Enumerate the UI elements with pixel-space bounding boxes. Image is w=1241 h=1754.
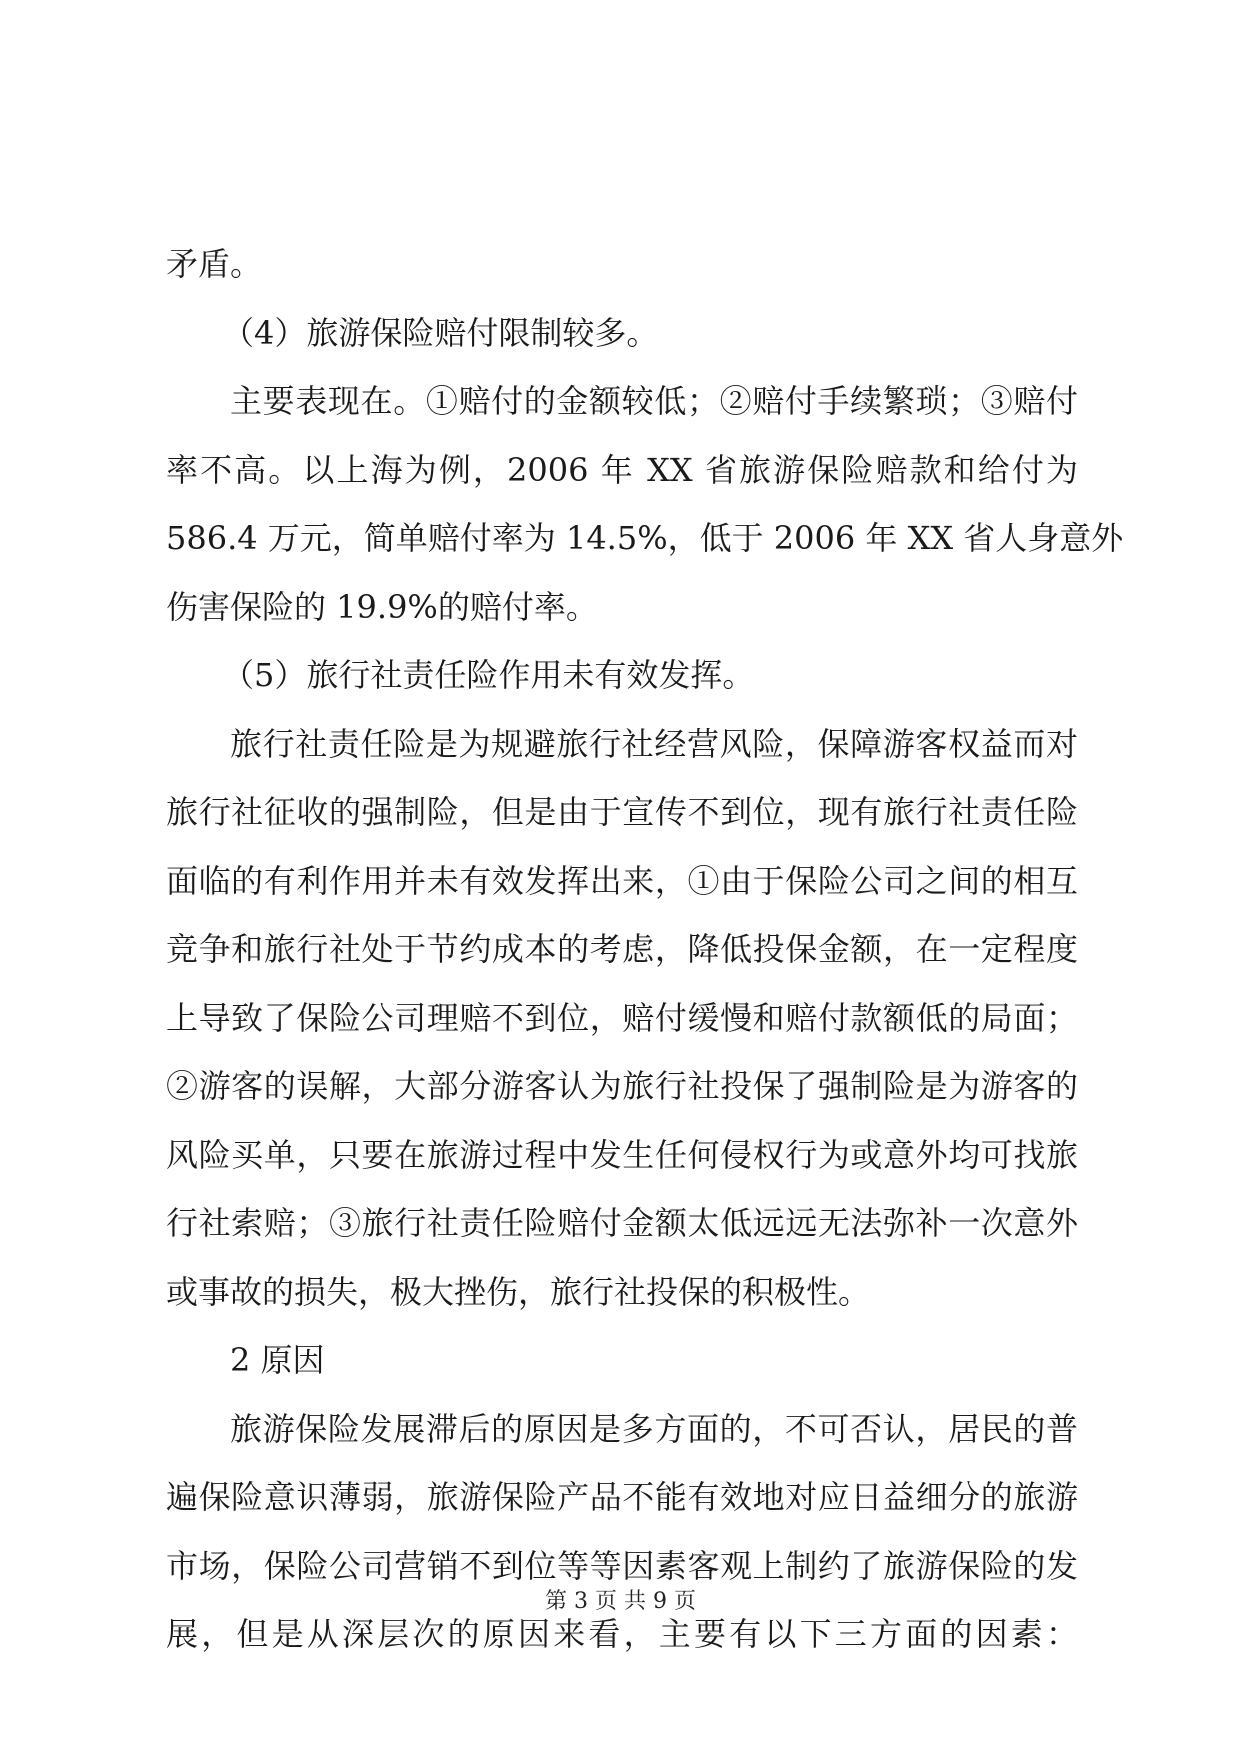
text-line: 面临的有利作用并未有效发挥出来，①由于保险公司之间的相互 <box>166 861 1078 900</box>
text-line: 或事故的损失，极大挫伤，旅行社投保的积极性。 <box>166 1272 871 1311</box>
section-heading-4: （4）旅游保险赔付限制较多。 <box>222 313 659 352</box>
text-line: 旅行社征收的强制险，但是由于宣传不到位，现有旅行社责任险 <box>166 793 1078 831</box>
text-line: 展，但是从深层次的原因来看，主要有以下三方面的因素： <box>166 1615 1078 1653</box>
text-line: 市场，保险公司营销不到位等等因素客观上制约了旅游保险的发 <box>166 1546 1078 1585</box>
text-line: 风险买单，只要在旅游过程中发生任何侵权行为或意外均可找旅 <box>166 1135 1078 1174</box>
text-line: 率不高。以上海为例，2006 年 XX 省旅游保险赔款和给付为 <box>166 450 1078 489</box>
text-line: 586.4 万元，简单赔付率为 14.5%，低于 2006 年 XX 省人身意外 <box>166 519 1124 557</box>
text-line: 遍保险意识薄弱，旅游保险产品不能有效地对应日益细分的旅游 <box>166 1478 1078 1516</box>
text-line: 行社索赔；③旅行社责任险赔付金额太低远远无法弥补一次意外 <box>166 1204 1078 1242</box>
text-line: 伤害保险的 19.9%的赔付率。 <box>166 587 598 626</box>
text-line: 主要表现在。①赔付的金额较低；②赔付手续繁琐；③赔付 <box>230 382 1078 420</box>
text-line: 上导致了保险公司理赔不到位，赔付缓慢和赔付款额低的局面； <box>166 998 1078 1037</box>
document-body <box>166 230 1124 1669</box>
text-line: 旅行社责任险是为规避旅行社经营风险，保障游客权益而对 <box>230 724 1078 763</box>
section-heading-5: （5）旅行社责任险作用未有效发挥。 <box>222 656 755 694</box>
text-line: 旅游保险发展滞后的原因是多方面的，不可否认，居民的普 <box>230 1409 1078 1448</box>
text-line: ②游客的误解，大部分游客认为旅行社投保了强制险是为游客的 <box>166 1067 1078 1105</box>
section-heading-reasons: 2 原因 <box>230 1341 325 1379</box>
text-line: 矛盾。 <box>166 245 263 283</box>
page-footer: 第 3 页 共 9 页 <box>545 1589 696 1614</box>
text-line: 竞争和旅行社处于节约成本的考虑，降低投保金额，在一定程度 <box>166 930 1078 968</box>
